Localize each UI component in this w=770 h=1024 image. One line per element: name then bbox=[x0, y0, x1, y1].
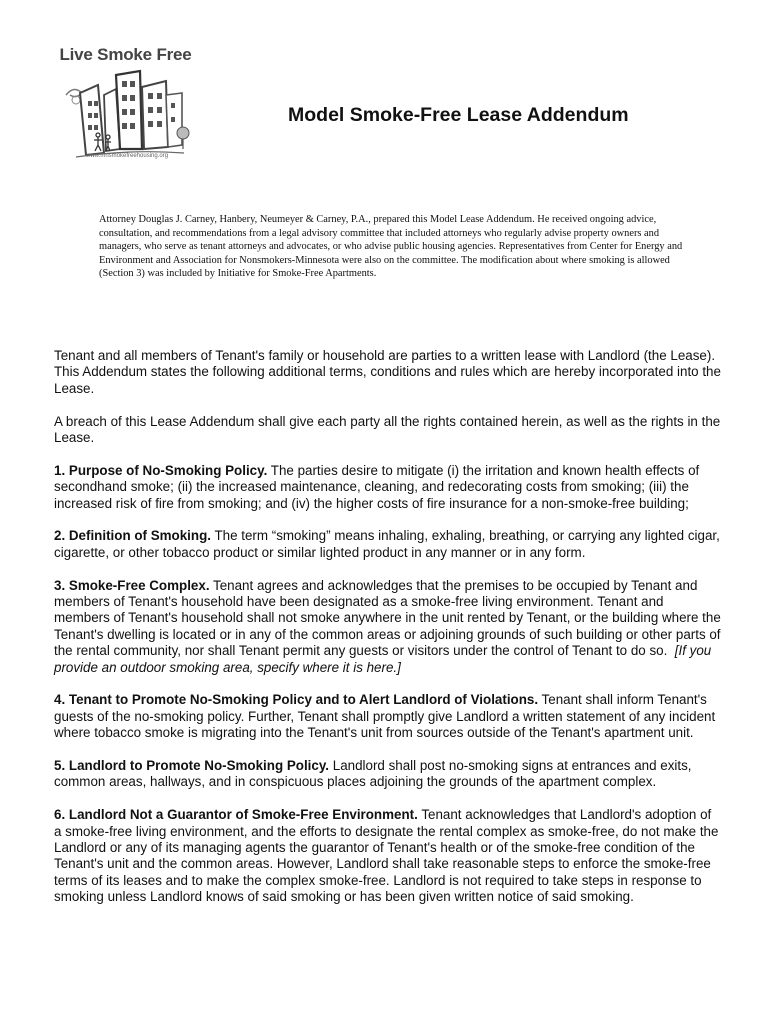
credits-paragraph: Attorney Douglas J. Carney, Hanbery, Neumeyer & Carney, P.A., prepared this Model Lease Addendum. He received ongoing advice, consultation, and recommendations from a legal advisory committee that included attorneys who regularly advise property owners and managers, who serve as tenant attorneys and advocates, or who advise public housing agencies. Representatives from Center for Energy and Environment and Association for Nonsmokers-Minnesota were also on the committee. The modification about where smoking is allowed (Section 3) was included by Initiative for Smoke-Free Apartments. bbox=[99, 214, 683, 280]
breach-paragraph: A breach of this Lease Addendum shall give each party all the rights contained herein, as well as the rights in the Lease. bbox=[54, 413, 721, 446]
page-title: Model Smoke-Free Lease Addendum bbox=[288, 104, 629, 126]
section-heading: 1. Purpose of No-Smoking Policy. bbox=[54, 462, 268, 478]
section-text: Tenant shall inform Tenant's guests of the no-smoking policy. Further, Tenant shall promptly give Landlord a written statement of any incident where tobacco smoke is migrating into the Tenant's unit from sources outside of the Tenant's apartment unit. bbox=[54, 692, 716, 741]
section-text: The term “smoking” means inhaling, exhaling, breathing, or carrying any lighted cigar, cigarette, or other tobacco product or similar lighted product in any manner or in any form. bbox=[54, 528, 720, 560]
logo-url: www.mnsmokefreehousing.org bbox=[86, 153, 169, 159]
live-smoke-free-logo bbox=[58, 45, 193, 170]
section-definition bbox=[54, 528, 722, 561]
intro-paragraph: Tenant and all members of Tenant's family or household are parties to a written lease with Landlord (the Lease). This Addendum states the following additional terms, conditions and rules which are hereby incorporated into the Lease. bbox=[54, 348, 721, 396]
section-text: Tenant agrees and acknowledges that the premises to be occupied by Tenant and members of Tenant's household have been designated as a smoke-free living environment. Tenant and members of Tenant's household shall not smoke anywhere in the unit rented by Tenant, or the building where the Tenant's dwelling is located or in any of the common areas or adjoining grounds of such building or other parts of the rental community, nor shall Tenant permit any guests or visitors under the control of Tenant to do so. bbox=[54, 577, 725, 659]
section-not-guarantor bbox=[54, 807, 722, 905]
section-tenant-promote bbox=[54, 692, 722, 741]
logo-title: Live Smoke Free bbox=[59, 45, 192, 64]
document-body bbox=[54, 348, 725, 922]
section-heading: 2. Definition of Smoking. bbox=[54, 528, 211, 544]
section-text: The parties desire to mitigate (i) the irritation and known health effects of secondhand smoke; (ii) the increased maintenance, cleaning, and redecorating costs from smoking; (iii) the increased risk of fire from smoking; and (iv) the higher costs of fire insurance for a non-smoke-free building; bbox=[54, 462, 700, 511]
section-purpose bbox=[54, 463, 722, 512]
section-heading: 6. Landlord Not a Guarantor of Smoke-Free Environment. bbox=[54, 807, 418, 823]
section-heading: 5. Landlord to Promote No-Smoking Policy. bbox=[54, 758, 330, 774]
section-heading: 4. Tenant to Promote No-Smoking Policy and to Alert Landlord of Violations. bbox=[54, 692, 539, 708]
section-landlord-promote bbox=[54, 758, 722, 791]
section-text: Tenant acknowledges that Landlord's adoption of a smoke-free living environment, and the efforts to designate the rental complex as smoke-free, do not make the Landlord or any of its managing agents the guarantor of Tenant's health or of the smoke-free condition of the Tenant's unit and the common areas. However, Landlord shall take reasonable steps to enforce the smoke-free terms of its leases and to make the complex smoke-free. Landlord is not required to take steps in response to smoking unless Landlord knows of said smoking or has been given written notice of said smoking. bbox=[54, 807, 719, 905]
section-heading: 3. Smoke-Free Complex. bbox=[54, 577, 210, 593]
section-text: Landlord shall post no-smoking signs at entrances and exits, common areas, hallways, and in conspicuous places adjoining the grounds of the apartment complex. bbox=[54, 758, 692, 790]
section-note: [If you provide an outdoor smoking area, specify where it is here.] bbox=[54, 643, 712, 675]
section-smoke-free-complex bbox=[54, 577, 725, 676]
